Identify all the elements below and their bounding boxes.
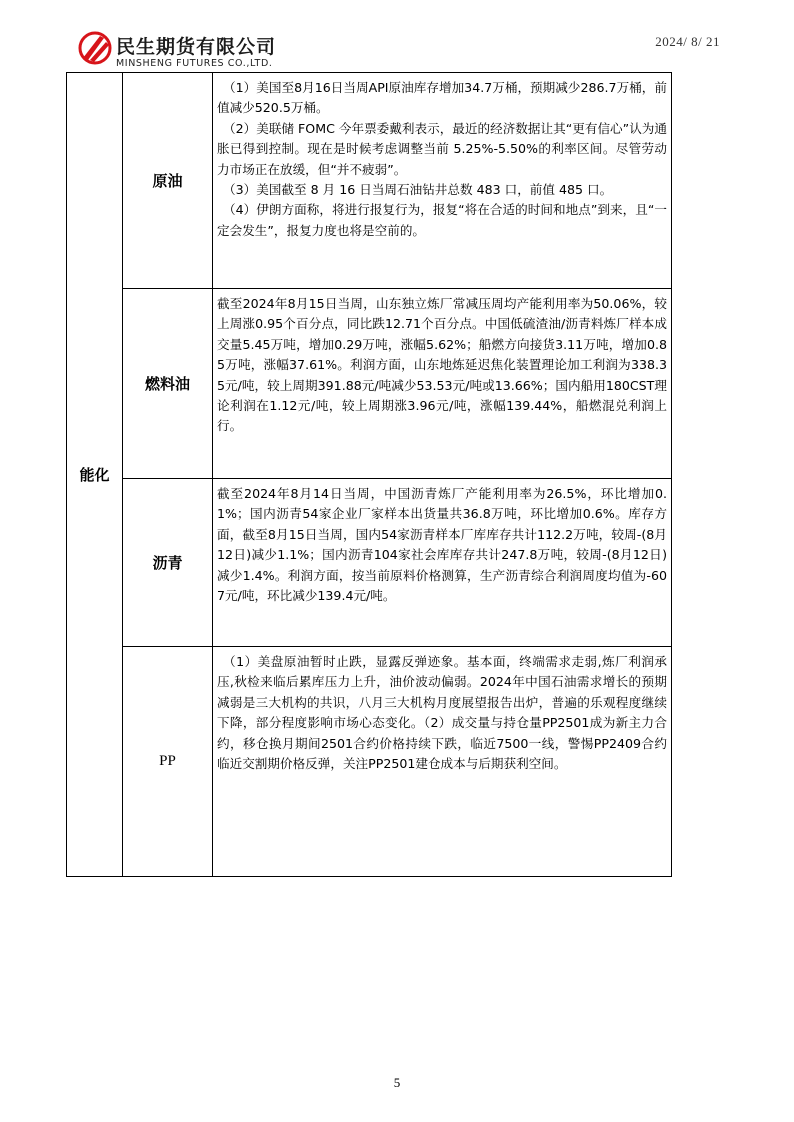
report-date: 2024/ 8/ 21 [655, 34, 720, 49]
commodity-name: 原油 [152, 172, 183, 190]
commodity-name-cell [123, 289, 213, 479]
paragraph: （3）美国截至 8 月 16 日当周石油钻井总数 483 口，前值 485 口。 [223, 182, 613, 198]
commodity-name-cell [123, 479, 213, 647]
commodity-commentary [213, 73, 672, 289]
commodity-commentary [213, 289, 672, 479]
commodity-table [66, 72, 672, 877]
company-name-cn: 民生期货有限公司 [116, 36, 277, 58]
paragraph: 截至2024年8月15日当周，山东独立炼厂常减压周均产能利用率为50.06%，较上周涨0.95个百分点，同比跌12.71个百分点。中国低硫渣油/沥青料炼厂样本成交量5.45万吨，增加0.29万吨，涨幅5.62%；船燃方向接货3.11万吨，增加0.85万吨，涨幅37.61%。利润方面，山东地炼延迟焦化装置理论加工利润为338.35元/吨，较上周期391.88元/吨减少53.53元/吨或13.66%；国内船用180CST理论利润在1.12元/吨，较上周期涨3.96元/吨，涨幅139.44%，船燃混兑利润上行。 [217, 296, 667, 434]
paragraph: 截至2024年8月14日当周，中国沥青炼厂产能利用率为26.5%，环比增加0.1%；国内沥青54家企业厂家样本出货量共36.8万吨，环比增加0.6%。库存方面，截至8月15日当周，国内54家沥青样本厂库库存共计112.2万吨，较周-(8月12日)减少1.1%；国内沥青104家社会库库存共计247.8万吨，较周-(8月12日)减少1.4%。利润方面，按当前原料价格测算，生产沥青综合利润周度均值为-607元/吨，环比减少139.4元/吨。 [217, 486, 667, 604]
table-row [67, 73, 672, 289]
category-cell [67, 73, 123, 877]
company-logo [78, 28, 308, 74]
paragraph: （4）伊朗方面称，将进行报复行为，报复“将在合适的时间和地点”到来，且“一定会发生”，报复力度也将是空前的。 [217, 202, 667, 238]
minsheng-logo-icon [78, 28, 112, 68]
page-number: 5 [393, 1075, 401, 1090]
table-row [67, 289, 672, 479]
commodity-commentary [213, 479, 672, 647]
table-row [67, 479, 672, 647]
paragraph: （1）美国至8月16日当周API原油库存增加34.7万桶，预期减少286.7万桶，前值减少520.5万桶。 [217, 80, 667, 116]
commodity-name-cell [123, 73, 213, 289]
commodity-name: 燃料油 [144, 375, 190, 393]
paragraph: （2）美联储 FOMC 今年票委戴利表示，最近的经济数据让其“更有信心”认为通胀已得到控制。现在是时候考虑调整当前 5.25%-5.50%的利率区间。尽管劳动力市场正在放缓，但“并不疲弱”。 [217, 120, 667, 177]
table-row [67, 647, 672, 877]
commodity-name-cell [123, 647, 213, 877]
commodity-name: 沥青 [152, 554, 183, 572]
category-label: 能化 [79, 466, 110, 484]
commodity-commentary [213, 647, 672, 877]
paragraph: （1）美盘原油暂时止跌，显露反弹迹象。基本面，终端需求走弱,炼厂利润承压,秋检来临后累库压力上升，油价波动偏弱。2024年中国石油需求增长的预期减弱是三大机构的共识，八月三大机构月度展望报告出炉，普遍的乐观程度继续下降，部分程度影响市场心态变化。（2）成交量与持仓量PP2501成为新主力合约，移仓换月期间2501合约价格持续下跌，临近7500一线，警惕PP2409合约临近交割期价格反弹，关注PP2501建仓成本与后期获利空间。 [217, 654, 667, 772]
commodity-name: PP [159, 753, 176, 769]
company-name-en: MINSHENG FUTURES CO.,LTD. [116, 58, 273, 69]
